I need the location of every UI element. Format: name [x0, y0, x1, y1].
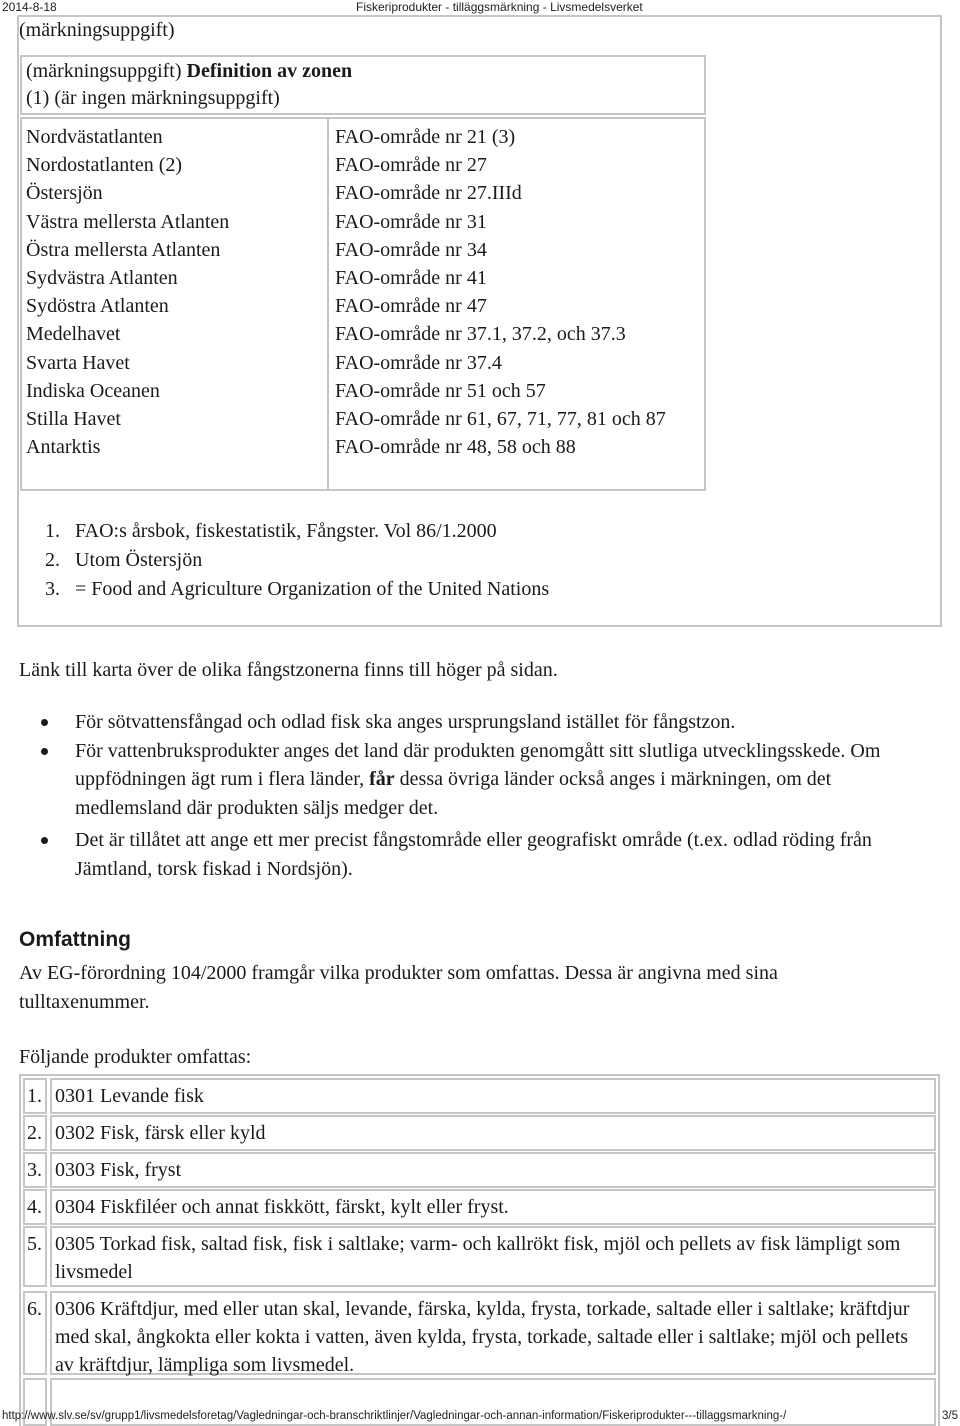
zone-header-line2: (1) (är ingen märkningsuppgift) [26, 87, 280, 109]
footnote-number: 2. [45, 549, 60, 571]
fao-area: FAO-område nr 37.4 [335, 351, 502, 374]
product-description: 0303 Fisk, fryst [50, 1152, 936, 1188]
info-bullet-list [41, 708, 931, 883]
bullet-text-bold: får [369, 768, 395, 790]
product-description: 0305 Torkad fisk, saltad fisk, fisk i saltlake; varm- och kallrökt fisk, mjöl och pellets av fisk lämpligt som livsmedel [50, 1226, 936, 1287]
zone-name: Antarktis [26, 436, 101, 459]
zone-name: Medelhavet [26, 323, 121, 346]
print-header [0, 0, 960, 14]
fao-area: FAO-område nr 34 [335, 238, 487, 261]
fao-area: FAO-område nr 48, 58 och 88 [335, 436, 576, 459]
fao-area-column [335, 123, 685, 461]
footnote-number: 3. [45, 578, 60, 600]
fao-area: FAO-område nr 27.IIId [335, 182, 522, 205]
fao-area: FAO-område nr 31 [335, 210, 487, 233]
zone-name: Sydvästra Atlanten [26, 267, 178, 290]
zone-name: Östra mellersta Atlanten [26, 238, 221, 261]
zone-name-column [26, 123, 322, 461]
footnote [45, 546, 549, 575]
fao-area: FAO-område nr 47 [335, 295, 487, 318]
product-table [19, 1074, 940, 1426]
zone-name: Stilla Havet [26, 408, 121, 431]
product-number: 2. [23, 1115, 47, 1151]
bullet-item [41, 737, 931, 823]
bullet-dot-icon [41, 837, 48, 844]
zone-header-bold: Definition av zonen [186, 60, 353, 82]
zone-name: Sydöstra Atlanten [26, 295, 169, 318]
zone-name: Nordostatlanten (2) [26, 154, 183, 177]
product-row [23, 1152, 936, 1188]
section-intro: Av EG-förordning 104/2000 framgår vilka produkter som omfattas. Dessa är angivna med sina tulltaxenummer. [19, 962, 778, 1013]
product-row [23, 1078, 936, 1114]
product-description: 0306 Kräftdjur, med eller utan skal, levande, färska, kylda, frysta, torkade, saltade eller i saltlake; kräftdjur med skal, ångkokta eller kokta i vatten, även kylda, frysta, torkade, saltade eller i saltlake; mjöl och pellets av kräftdjur, lämpliga som livsmedel. [50, 1291, 936, 1375]
zone-name: Västra mellersta Atlanten [26, 210, 230, 233]
product-number: 5. [23, 1226, 47, 1287]
bullet-text-pre: För vattenbruksprodukter anges det land där produkten genomgått sitt slutliga utvecklingsskede. Om uppfödningen ägt rum i flera länder, [75, 739, 881, 790]
footnote-text: = Food and Agriculture Organization of the United Nations [75, 578, 550, 600]
bullet-text: För sötvattensfångad och odlad fisk ska anges ursprungsland istället för fångstzon. [75, 711, 736, 733]
footnote-number: 1. [45, 520, 60, 542]
footnote [45, 517, 549, 546]
product-number: 3. [23, 1152, 47, 1188]
product-number: 1. [23, 1078, 47, 1114]
product-description: 0302 Fisk, färsk eller kyld [50, 1115, 936, 1151]
print-date: 2014-8-18 [2, 0, 57, 14]
map-link-text: Länk till karta över de olika fångstzonerna finns till höger på sidan. [19, 659, 558, 681]
zone-name: Östersjön [26, 182, 103, 205]
print-title: Fiskeriprodukter - tilläggsmärkning - Livsmedelsverket [356, 0, 643, 14]
fao-area: FAO-område nr 61, 67, 71, 77, 81 och 87 [335, 408, 666, 431]
page-url: http://www.slv.se/sv/grupp1/livsmedelsforetag/Vagledningar-och-branschriktlinjer/Vagledningar-och-annan-information/Fiskeriprodukter---tillaggsmarkning-/ [2, 1410, 787, 1422]
product-list-label: Följande produkter omfattas: [19, 1046, 252, 1068]
zone-header-line1 [26, 60, 352, 83]
product-description: 0304 Fiskfiléer och annat fiskkött, färskt, kylt eller fryst. [50, 1189, 936, 1225]
bullet-item [41, 708, 931, 737]
product-row [23, 1115, 936, 1151]
product-number: 4. [23, 1189, 47, 1225]
fao-area: FAO-område nr 41 [335, 267, 487, 290]
product-row [23, 1189, 936, 1225]
column-divider [327, 117, 329, 491]
zone-table-header [20, 55, 706, 115]
zone-header-prefix: (märkningsuppgift) [26, 60, 187, 82]
product-row [23, 1226, 936, 1287]
bullet-dot-icon [41, 719, 48, 726]
page-number: 3/5 [942, 1410, 958, 1422]
zone-footnotes [45, 517, 549, 604]
footnote-text: Utom Östersjön [75, 549, 203, 571]
print-footer [0, 1410, 960, 1426]
footnote-text: FAO:s årsbok, fiskestatistik, Fångster. Vol 86/1.2000 [75, 520, 497, 542]
fao-area: FAO-område nr 37.1, 37.2, och 37.3 [335, 323, 626, 346]
zone-table-caption: (märkningsuppgift) [19, 19, 175, 41]
footnote [45, 575, 549, 604]
zone-name: Nordvästatlanten [26, 126, 163, 148]
fao-area: FAO-område nr 27 [335, 154, 487, 177]
zone-name: Indiska Oceanen [26, 379, 160, 402]
fao-area: FAO-område nr 21 (3) [335, 126, 516, 148]
bullet-text: Det är tillåtet att ange ett mer precist fångstområde eller geografiskt område (t.ex. odlad röding från Jämtland, torsk fiskad i Nordsjön). [75, 829, 872, 880]
product-description: 0301 Levande fisk [50, 1078, 936, 1114]
zone-table-body [20, 117, 706, 491]
zone-name: Svarta Havet [26, 351, 130, 374]
fao-area: FAO-område nr 51 och 57 [335, 379, 546, 402]
bullet-dot-icon [41, 748, 48, 755]
product-number: 6. [23, 1291, 47, 1375]
section-heading: Omfattning [19, 928, 131, 951]
bullet-item [41, 826, 931, 883]
product-row [23, 1291, 936, 1375]
bullet-text-post: dessa övriga länder också anges i märkningen, om det medlemsland där produkten säljs medger det. [75, 768, 832, 819]
